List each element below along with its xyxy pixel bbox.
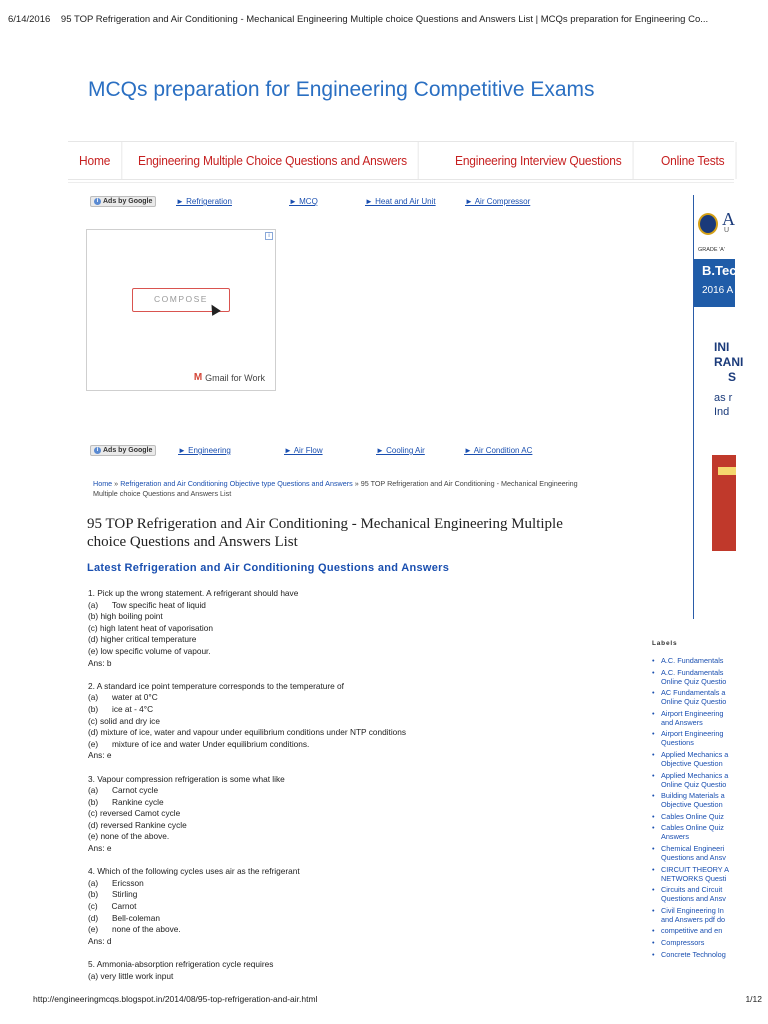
question-block: [88, 774, 568, 855]
gmail-for-work: [194, 372, 265, 383]
bullet-icon: •: [652, 905, 655, 915]
magazine-cover-stripe: [718, 467, 736, 475]
question-line: (c) Carnot: [88, 901, 137, 912]
ad-link-engineering[interactable]: ► Engineering: [178, 446, 231, 455]
label-link[interactable]: Concrete Technolog: [661, 949, 726, 959]
bullet-icon: •: [652, 708, 655, 718]
btech-text: B.Tec: [702, 263, 737, 278]
question-text: 5. Ammonia-absorption refrigeration cycle requires: [88, 959, 274, 969]
question-line: (a) Tow specific heat of liquid: [88, 599, 206, 610]
ad-links-top: [90, 196, 156, 207]
ranking-text: [714, 340, 743, 385]
labels-heading: Labels: [652, 640, 678, 647]
bullet-icon: •: [652, 811, 655, 821]
label-item[interactable]: [652, 938, 734, 947]
question-line: (a) water at 0°C: [88, 692, 158, 703]
logo-letter: A: [722, 209, 735, 229]
nav-online-tests[interactable]: Online Tests: [650, 142, 736, 179]
question-line: (d) Bell-coleman: [88, 912, 160, 923]
label-item[interactable]: [652, 844, 734, 862]
bullet-icon: •: [652, 843, 655, 853]
ad-subtext-line: Ind: [714, 406, 730, 418]
gmail-ad[interactable]: [86, 229, 276, 391]
breadcrumb-current: 95 TOP Refrigeration and Air Conditioning - Mechanical Engineering Multiple choice Questions and Answers List: [93, 479, 578, 498]
question-line: (d) higher critical temperature: [88, 634, 197, 645]
label-item[interactable]: [652, 709, 734, 727]
label-item[interactable]: [652, 906, 734, 924]
label-item[interactable]: [652, 885, 734, 903]
question-line: Ans: d: [88, 935, 112, 946]
sidebar-ad[interactable]: [693, 195, 744, 619]
ranking-line: INI: [714, 340, 730, 354]
label-link[interactable]: Applied Mechanics a Online Quiz Questio: [661, 770, 729, 789]
label-item[interactable]: [652, 750, 734, 768]
question-line: (c) reversed Camot cycle: [88, 808, 181, 819]
ads-badge-label: Ads by Google: [103, 197, 153, 205]
label-item[interactable]: [652, 791, 734, 809]
adchoices-icon[interactable]: i: [265, 232, 273, 240]
university-logo-icon: [698, 213, 718, 235]
bullet-icon: •: [652, 823, 655, 833]
ad-link-mcq[interactable]: ► MCQ: [289, 197, 318, 206]
label-link[interactable]: Airport Engineering and Answers: [661, 708, 724, 727]
question-line: (d) reversed Rankine cycle: [88, 819, 187, 830]
ad-subtext: [714, 391, 732, 419]
question-line: (c) high latent heat of vaporisation: [88, 622, 213, 633]
bullet-icon: •: [652, 926, 655, 936]
label-link[interactable]: Cables Online Quiz: [661, 811, 724, 821]
breadcrumb-separator: »: [352, 479, 361, 488]
label-item[interactable]: [652, 950, 734, 959]
logo-u: U: [724, 227, 730, 234]
site-title[interactable]: MCQs preparation for Engineering Competitive Exams: [88, 78, 595, 101]
ranking-line: RANI: [714, 355, 744, 369]
question-line: (e) none of the above.: [88, 924, 181, 935]
label-link[interactable]: A.C. Fundamentals Online Quiz Questio: [661, 667, 727, 686]
question-line: Ans: e: [88, 843, 112, 854]
question-line: (b) high boiling point: [88, 611, 163, 622]
question-line: (e) none of the above.: [88, 831, 170, 842]
bullet-icon: •: [652, 885, 655, 895]
label-link[interactable]: Chemical Engineeri Questions and Ansv: [661, 843, 726, 862]
question-list: [88, 588, 568, 994]
question-line: (d) mixture of ice, water and vapour under equilibrium conditions under NTP conditions: [88, 727, 407, 738]
post-title: 95 TOP Refrigeration and Air Conditioning - Mechanical Engineering Multiple choice Questions and Answers List: [87, 516, 563, 550]
label-item[interactable]: [652, 812, 734, 821]
question-line: (c) solid and dry ice: [88, 715, 160, 726]
question-line: Ans: e: [88, 750, 112, 761]
year-text: 2016 A: [702, 285, 734, 296]
question-text: 4. Which of the following cycles uses air as the refrigerant: [88, 866, 300, 877]
info-icon: i: [94, 447, 101, 454]
question-line: (a) very little work input: [88, 970, 174, 981]
print-title: 95 TOP Refrigeration and Air Conditioning - Mechanical Engineering Multiple choice Questions and Answers List | MCQs preparation for Engineering Co...: [60, 14, 709, 25]
label-link[interactable]: Civil Engineering In and Answers pdf do: [661, 905, 726, 924]
label-link[interactable]: Applied Mechanics a Objective Question: [661, 749, 729, 768]
label-item[interactable]: [652, 926, 734, 935]
question-block: [88, 866, 568, 947]
label-item[interactable]: [652, 771, 734, 789]
question-block: [88, 681, 568, 762]
question-text: 3. Vapour compression refrigeration is some what like: [88, 773, 285, 784]
label-link[interactable]: A.C. Fundamentals: [661, 656, 724, 665]
label-link[interactable]: Cables Online Quiz Answers: [661, 823, 724, 842]
label-link[interactable]: competitive and en: [661, 926, 723, 936]
post-subheading: Latest Refrigeration and Air Conditioning Questions and Answers: [87, 562, 450, 574]
question-text: 1. Pick up the wrong statement. A refrigerant should have: [88, 588, 299, 598]
label-item[interactable]: [652, 668, 734, 686]
label-item[interactable]: [652, 865, 734, 883]
labels-list: [652, 656, 734, 961]
question-line: (a) Carnot cycle: [88, 785, 159, 796]
question-text: 2. A standard ice point temperature corresponds to the temperature of: [88, 680, 344, 691]
bullet-icon: •: [652, 864, 655, 874]
label-link[interactable]: Airport Engineering Questions: [661, 729, 724, 748]
label-item[interactable]: [652, 688, 734, 706]
ads-by-google-badge[interactable]: [90, 196, 156, 207]
info-icon: i: [94, 198, 101, 205]
question-line: Ans: b: [88, 657, 112, 668]
main-nav: [68, 141, 734, 180]
nav-interview-questions[interactable]: Engineering Interview Questions: [444, 142, 633, 179]
ad-link-refrigeration[interactable]: ► Refrigeration: [176, 197, 232, 206]
bullet-icon: •: [652, 791, 655, 801]
label-item[interactable]: [652, 823, 734, 841]
ad-link-air-compressor[interactable]: ► Air Compressor: [465, 197, 531, 206]
label-link[interactable]: AC Fundamentals a Online Quiz Questio: [661, 688, 727, 707]
print-header: [8, 14, 760, 25]
label-item[interactable]: [652, 729, 734, 747]
question-line: (b) Stirling: [88, 889, 138, 900]
ads-by-google-badge[interactable]: [90, 445, 156, 456]
bullet-icon: •: [652, 729, 655, 739]
question-line: (e) mixture of ice and water Under equilibrium conditions.: [88, 738, 310, 749]
question-line: (e) low specific volume of vapour.: [88, 645, 211, 656]
ad-link-heat-air-unit[interactable]: ► Heat and Air Unit: [365, 197, 436, 206]
nav-engineering-mcq[interactable]: Engineering Multiple Choice Questions and Answers: [127, 142, 419, 179]
ranking-line: S: [728, 370, 737, 384]
label-link[interactable]: Circuits and Circuit Questions and Ansv: [661, 885, 726, 904]
ad-links-bottom: [90, 445, 156, 456]
bullet-icon: •: [652, 688, 655, 698]
ad-link-air-flow[interactable]: ► Air Flow: [284, 446, 323, 455]
label-link[interactable]: Compressors: [661, 937, 705, 947]
question-line: (b) Rankine cycle: [88, 796, 164, 807]
gmail-for-work-label: Gmail for Work: [205, 372, 265, 383]
label-link[interactable]: Building Materials a Objective Question: [661, 791, 725, 810]
label-item[interactable]: [652, 656, 734, 665]
bullet-icon: •: [652, 937, 655, 947]
footer-page-number: 1/12: [745, 994, 762, 1004]
label-link[interactable]: CIRCUIT THEORY A NETWORKS Questi: [661, 864, 729, 883]
ad-link-air-condition-ac[interactable]: ► Air Condition AC: [464, 446, 533, 455]
footer-url: http://engineeringmcqs.blogspot.in/2014/08/95-top-refrigeration-and-air.html: [33, 994, 318, 1004]
bullet-icon: •: [652, 749, 655, 759]
breadcrumb-category[interactable]: Refrigeration and Air Conditioning Objective type Questions and Answers: [120, 479, 353, 488]
print-date: 6/14/2016: [8, 14, 51, 25]
bullet-icon: •: [652, 770, 655, 780]
ad-subtext-line: as r: [714, 392, 733, 404]
grade-text: GRADE 'A': [698, 247, 725, 253]
gmail-icon: M: [193, 372, 203, 383]
question-line: (b) ice at - 4°C: [88, 703, 154, 714]
bullet-icon: •: [652, 667, 655, 677]
question-line: (a) Ericsson: [88, 877, 144, 888]
ad-link-cooling-air[interactable]: ► Cooling Air: [376, 446, 425, 455]
breadcrumb-separator: »: [112, 479, 121, 488]
question-block: [88, 959, 568, 982]
bullet-icon: •: [652, 656, 655, 665]
breadcrumb-home[interactable]: Home: [93, 479, 113, 488]
nav-home[interactable]: Home: [68, 142, 122, 179]
divider: [68, 182, 734, 183]
question-block: [88, 588, 568, 669]
bullet-icon: •: [652, 949, 655, 959]
breadcrumb: [93, 479, 583, 499]
compose-button[interactable]: COMPOSE: [132, 288, 230, 312]
ads-badge-label: Ads by Google: [103, 446, 153, 454]
